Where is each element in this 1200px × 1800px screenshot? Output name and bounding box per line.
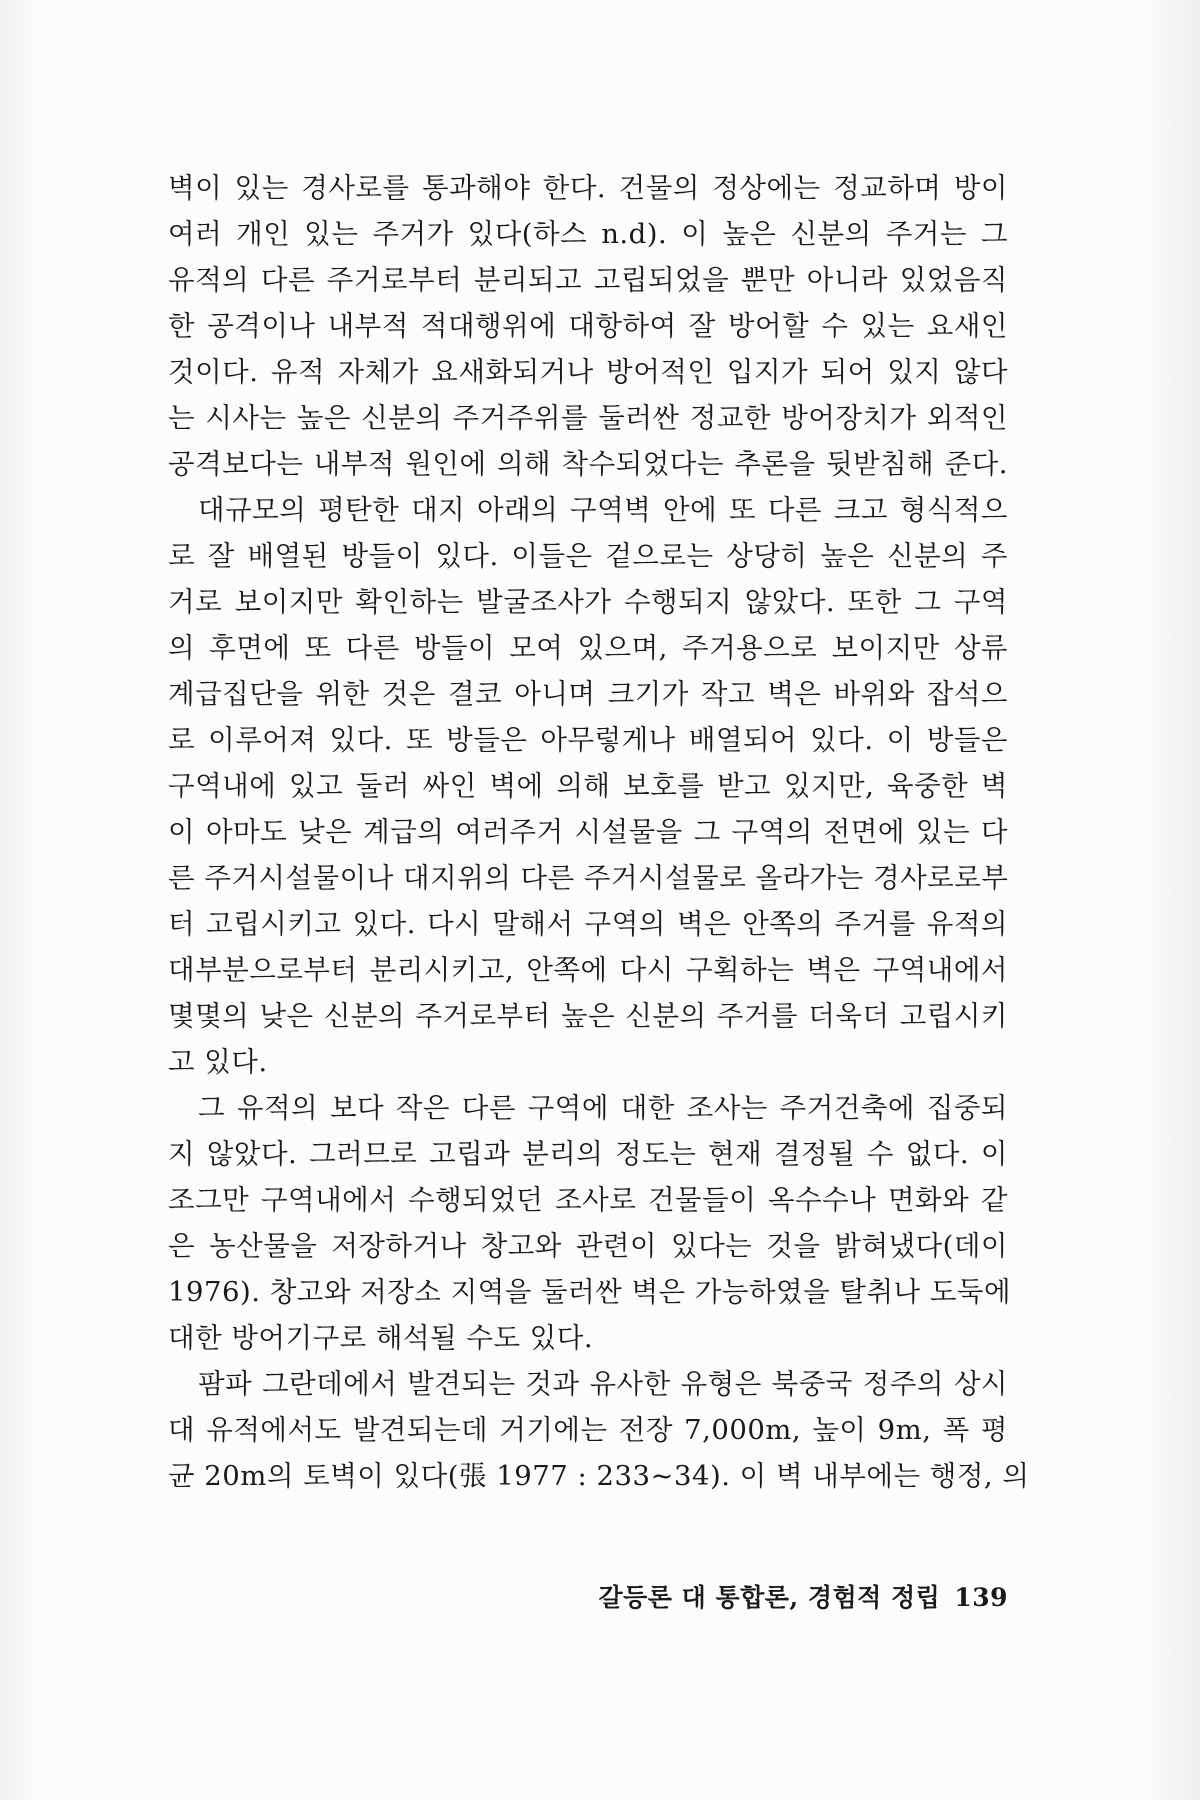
text-line: 른 주거시설물이나 대지위의 다른 주거시설물로 올라가는 경사로로부 [168,862,1009,894]
text-line-paragraph-start: 팜파 그란데에서 발견되는 것과 유사한 유형은 북중국 정주의 상시 [198,1368,1008,1400]
text-line: 구역내에 있고 둘러 싸인 벽에 의해 보호를 받고 있지만, 육중한 벽 [168,770,1008,802]
text-line: 는 시사는 높은 신분의 주거주위를 둘러싼 정교한 방어장치가 외적인 [168,402,1008,434]
text-line: 지 않았다. 그러므로 고립과 분리의 정도는 현재 결정될 수 없다. 이 [168,1138,1008,1170]
page-edge-shadow-left [0,0,40,1800]
text-line: 한 공격이나 내부적 적대행위에 대항하여 잘 방어할 수 있는 요새인 [168,310,1008,342]
text-line: 균 20m의 토벽이 있다(張 1977 : 233~34). 이 벽 내부에는 행정, 의 [168,1460,1030,1492]
text-line: 1976). 창고와 저장소 지역을 둘러싼 벽은 가능하였을 탈취나 도둑에 [168,1276,1012,1308]
page-footer [0,1578,1008,1614]
text-line: 계급집단을 위한 것은 결코 아니며 크기가 작고 벽은 바위와 잡석으 [168,678,1008,710]
text-line: 몇몇의 낮은 신분의 주거로부터 높은 신분의 주거를 더욱더 고립시키 [168,1000,1008,1032]
text-line: 이 아마도 낮은 계급의 여러주거 시설물을 그 구역의 전면에 있는 다 [168,816,1008,848]
text-line: 터 고립시키고 있다. 다시 말해서 구역의 벽은 안쪽의 주거를 유적의 [168,908,1008,940]
text-line: 것이다. 유적 자체가 요새화되거나 방어적인 입지가 되어 있지 않다 [168,356,1008,388]
running-title: 갈등론 대 통합론, 경험적 정립 [598,1583,941,1612]
text-line: 벽이 있는 경사로를 통과해야 한다. 건물의 정상에는 정교하며 방이 [168,172,1008,204]
text-line: 여러 개인 있는 주거가 있다(하스 n.d). 이 높은 신분의 주거는 그 [168,218,1008,250]
text-line-paragraph-end: 대한 방어기구로 해석될 수도 있다. [168,1322,594,1354]
text-line: 거로 보이지만 확인하는 발굴조사가 수행되지 않았다. 또한 그 구역 [168,586,1008,618]
page-number: 139 [954,1583,1008,1612]
text-line: 로 이루어져 있다. 또 방들은 아무렇게나 배열되어 있다. 이 방들은 [168,724,1008,756]
text-line: 의 후면에 또 다른 방들이 모여 있으며, 주거용으로 보이지만 상류 [168,632,1008,664]
text-line: 공격보다는 내부적 원인에 의해 착수되었다는 추론을 뒷받침해 준다. [168,448,1008,480]
text-line: 은 농산물을 저장하거나 창고와 관련이 있다는 것을 밝혀냈다(데이 [168,1230,1008,1262]
body-text [168,165,1030,1499]
text-line: 유적의 다른 주거로부터 분리되고 고립되었을 뿐만 아니라 있었음직 [168,264,1008,296]
text-line-paragraph-end: 고 있다. [168,1046,268,1078]
page-edge-shadow-right [1140,0,1200,1800]
text-line: 로 잘 배열된 방들이 있다. 이들은 겉으로는 상당히 높은 신분의 주 [168,540,1008,572]
text-line: 조그만 구역내에서 수행되었던 조사로 건물들이 옥수수나 면화와 같 [168,1184,1008,1216]
text-line: 대 유적에서도 발견되는데 거기에는 전장 7,000m, 높이 9m, 폭 평 [168,1414,1008,1446]
text-line: 대부분으로부터 분리시키고, 안쪽에 다시 구획하는 벽은 구역내에서 [168,954,1008,986]
text-line-paragraph-start: 대규모의 평탄한 대지 아래의 구역벽 안에 또 다른 크고 형식적으 [198,494,1008,526]
text-line-paragraph-start: 그 유적의 보다 작은 다른 구역에 대한 조사는 주거건축에 집중되 [198,1092,1008,1124]
